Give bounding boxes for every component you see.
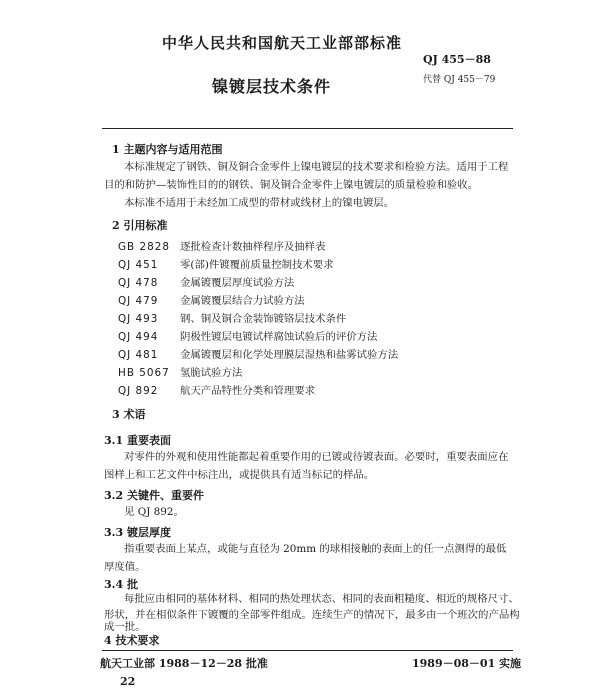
reference-item	[118, 328, 377, 343]
section-3-2-heading: 3.2 关键件、重要件	[104, 489, 204, 502]
reference-title: 阴极性镀层电镀试样腐蚀试验后的评价方法	[180, 331, 378, 343]
section-3-4-line: 每批应由相同的基体材料、相同的热处理状态、相同的表面粗糙度、相近的规格尺寸、	[124, 593, 519, 605]
reference-code: QJ 451	[118, 259, 159, 271]
section-3-4-line: 形状，并在相似条件下镀覆的全部零件组成。连续生产的情况下，最多由一个班次的产品构	[104, 609, 520, 621]
section-1-heading: 1 主题内容与适用范围	[112, 143, 223, 156]
header-divider	[102, 128, 513, 129]
section-1-paragraph-line: 本标准不适用于未经加工成型的带材或线材上的镍电镀层。	[124, 197, 395, 209]
section-3-3-heading: 3.3 镀层厚度	[104, 526, 171, 539]
reference-item	[118, 346, 398, 361]
document-title: 镍镀层技术条件	[212, 77, 332, 96]
reference-code: GB 2828	[118, 241, 170, 253]
approval-date: 航天工业部 1988－12－28 批准	[100, 657, 268, 670]
reference-code: QJ 478	[118, 277, 159, 289]
reference-title: 金属镀覆层厚度试验方法	[180, 277, 295, 289]
reference-item	[118, 292, 305, 307]
reference-title: 航天产品特性分类和管理要求	[180, 385, 316, 397]
reference-code: QJ 493	[118, 313, 159, 325]
issuing-organization: 中华人民共和国航天工业部部标准	[162, 34, 403, 52]
reference-item	[118, 238, 325, 253]
section-3-4-line: 成一批。	[104, 621, 146, 633]
reference-item	[118, 256, 334, 271]
reference-code: HB 5067	[118, 367, 170, 379]
section-3-2-line: 见 QJ 892。	[124, 506, 184, 518]
effective-date: 1989－08－01 实施	[412, 657, 522, 670]
section-3-1-heading: 3.1 重要表面	[104, 434, 171, 447]
section-3-heading: 3 术语	[112, 408, 146, 421]
reference-code: QJ 479	[118, 295, 159, 307]
reference-item	[118, 364, 242, 379]
section-2-heading: 2 引用标准	[112, 219, 168, 232]
reference-code: QJ 494	[118, 331, 159, 343]
reference-title: 钢、铜及铜合金装饰镀铬层技术条件	[180, 313, 347, 325]
section-1-paragraph-line: 目的和防护—装饰性目的的钢铁、铜及铜合金零件上镍电镀层的质量检验和验收。	[104, 179, 479, 191]
footer-divider	[102, 650, 513, 651]
section-3-1-line: 图样上和工艺文件中标注出，或提供具有适当标记的样品。	[104, 469, 375, 481]
replaces-standard: 代替 QJ 455－79	[423, 75, 496, 85]
section-1-paragraph-line: 本标准规定了钢铁、铜及铜合金零件上镍电镀层的技术要求和检验方法。适用于工程	[124, 161, 509, 173]
section-4-heading: 4 技术要求	[104, 634, 160, 647]
section-3-4-heading: 3.4 批	[104, 578, 138, 591]
reference-title: 零(部)件镀覆前质量控制技术要求	[180, 259, 334, 271]
reference-code: QJ 892	[118, 385, 159, 397]
section-3-3-line: 指重要表面上某点，或能与直径为 20mm 的球相接触的表面上的任一点测得的最低	[124, 543, 507, 555]
reference-title: 氢脆试验方法	[180, 367, 243, 379]
reference-title: 逐批检查计数抽样程序及抽样表	[180, 241, 326, 253]
reference-title: 金属镀覆层结合力试验方法	[180, 295, 305, 307]
reference-title: 金属镀覆层和化学处理膜层湿热和盐雾试验方法	[180, 349, 399, 361]
reference-item	[118, 274, 294, 289]
reference-item	[118, 382, 315, 397]
section-3-1-line: 对零件的外观和使用性能都起着重要作用的已镀或待镀表面。必要时，重要表面应在	[124, 451, 509, 463]
reference-code: QJ 481	[118, 349, 159, 361]
reference-item	[118, 310, 346, 325]
page-number: 22	[120, 675, 136, 688]
standard-code: QJ 455－88	[423, 53, 491, 66]
section-3-3-line: 厚度值。	[104, 561, 146, 573]
